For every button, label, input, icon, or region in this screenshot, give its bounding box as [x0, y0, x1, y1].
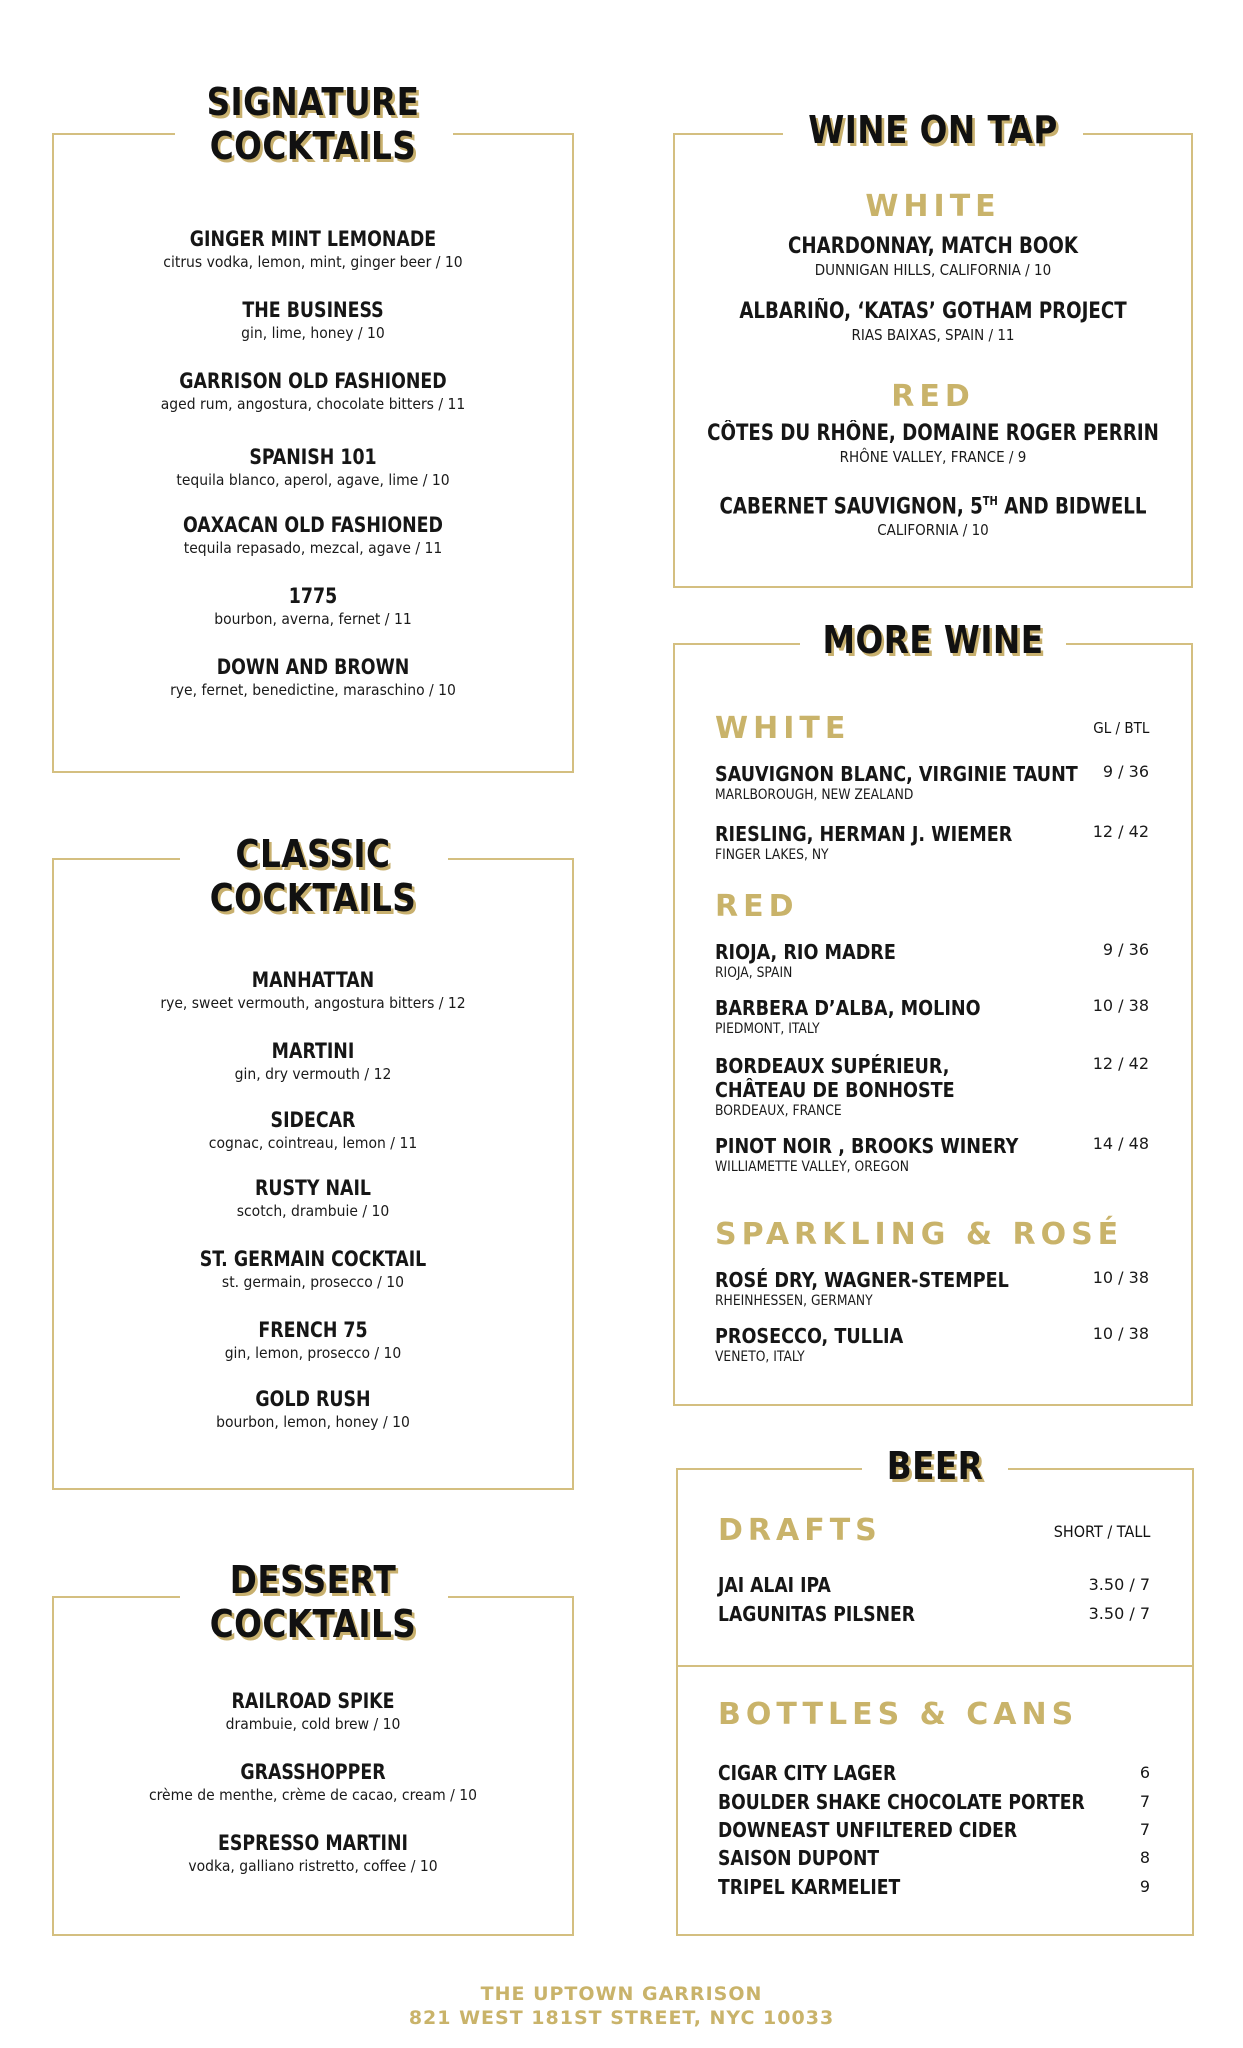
sparkling-heading: SPARKLING & ROSÉ: [715, 1217, 1124, 1252]
item-desc: gin, lime, honey / 10: [241, 324, 385, 342]
classic-title-line1: CLASSIC: [235, 832, 391, 876]
dessert-title-line1: DESSERT: [229, 1558, 397, 1602]
signature-title-line2: COCKTAILS: [209, 124, 417, 168]
list-item: [52, 1175, 574, 1221]
tap-red-heading: RED: [891, 379, 975, 414]
more-white-heading: WHITE: [715, 711, 851, 746]
wine-name-line2: CHÂTEAU DE BONHOSTE: [715, 1078, 955, 1102]
item-desc: tequila repasado, mezcal, agave / 11: [183, 539, 443, 557]
beer-row: [718, 1788, 1150, 1816]
signature-cocktails-title: [89, 80, 538, 168]
beer-row: [718, 1600, 1150, 1628]
beer-row: [718, 1571, 1150, 1599]
wine-region: RIOJA, SPAIN: [715, 965, 793, 981]
beer-price: 3.50 / 7: [1088, 1575, 1150, 1594]
list-item: [52, 1386, 574, 1432]
item-name: ST. GERMAIN COCKTAIL: [199, 1247, 427, 1271]
signature-title-line1: SIGNATURE: [206, 80, 420, 124]
wine-price: 12 / 42: [1092, 822, 1149, 841]
item-desc: RIAS BAIXAS, SPAIN / 11: [851, 326, 1015, 344]
item-name: RAILROAD SPIKE: [231, 1689, 395, 1713]
wine-region: WILLIAMETTE VALLEY, OREGON: [715, 1159, 909, 1175]
item-desc: st. germain, prosecco / 10: [221, 1273, 405, 1291]
wine-price: 12 / 42: [1092, 1054, 1149, 1073]
list-item: [52, 1317, 574, 1363]
item-desc: rye, fernet, benedictine, maraschino / 10: [170, 681, 456, 699]
item-desc: tequila blanco, aperol, agave, lime / 10: [176, 471, 450, 489]
beer-price: 8: [1139, 1848, 1150, 1867]
item-name: SIDECAR: [270, 1108, 356, 1132]
item-name: SPANISH 101: [249, 445, 377, 469]
beer-name: BOULDER SHAKE CHOCOLATE PORTER: [718, 1790, 1085, 1814]
wine-region: BORDEAUX, FRANCE: [715, 1103, 842, 1119]
item-name: MARTINI: [271, 1039, 355, 1063]
beer-name: DOWNEAST UNFILTERED CIDER: [718, 1818, 1018, 1842]
item-desc: crème de menthe, crème de cacao, cream / 10: [148, 1786, 478, 1804]
item-name: GARRISON OLD FASHIONED: [179, 369, 447, 393]
classic-title-line2: COCKTAILS: [209, 876, 417, 920]
more-wine-title: MORE WINE: [822, 618, 1044, 662]
list-item: [52, 1038, 574, 1084]
item-desc: gin, dry vermouth / 12: [234, 1065, 392, 1083]
classic-cocktails-title: [89, 832, 538, 920]
list-item: [52, 1107, 574, 1153]
wine-name: PROSECCO, TULLIA: [715, 1324, 904, 1348]
wine-name-rest: AND BIDWELL: [997, 494, 1147, 520]
list-item: [52, 1759, 574, 1805]
beer-price: 7: [1139, 1820, 1150, 1839]
drafts-header: SHORT / TALL: [1053, 1522, 1150, 1541]
item-name: RUSTY NAIL: [254, 1176, 372, 1200]
item-desc: CALIFORNIA / 10: [877, 521, 989, 540]
wine-on-tap-title: WINE ON TAP: [808, 108, 1058, 152]
wine-price: 10 / 38: [1092, 996, 1149, 1015]
beer-row: [718, 1816, 1150, 1844]
item-desc: gin, lemon, prosecco / 10: [224, 1344, 402, 1362]
wine-price: 10 / 38: [1092, 1268, 1149, 1287]
wine-name-part: CABERNET SAUVIGNON, 5: [719, 494, 983, 520]
item-name: GOLD RUSH: [255, 1387, 371, 1411]
beer-row: [718, 1759, 1150, 1787]
wine-name-sup: TH: [982, 494, 998, 508]
item-desc: cognac, cointreau, lemon / 11: [208, 1134, 418, 1152]
list-item: [52, 512, 574, 558]
drafts-heading: DRAFTS: [718, 1513, 882, 1548]
item-name: GINGER MINT LEMONADE: [189, 227, 437, 251]
item-desc: bourbon, averna, fernet / 11: [214, 610, 412, 628]
item-name: THE BUSINESS: [242, 298, 384, 322]
beer-price: 6: [1139, 1763, 1150, 1782]
beer-name: LAGUNITAS PILSNER: [718, 1602, 915, 1626]
item-name: MANHATTAN: [251, 968, 375, 992]
footer-venue: THE UPTOWN GARRISON: [480, 1983, 763, 2005]
wine-name: RIESLING, HERMAN J. WIEMER: [715, 822, 1013, 846]
beer-name: JAI ALAI IPA: [718, 1573, 831, 1597]
beer-price: 7: [1139, 1792, 1150, 1811]
beer-name: TRIPEL KARMELIET: [718, 1875, 901, 1899]
item-desc: citrus vodka, lemon, mint, ginger beer / 10: [163, 253, 463, 271]
list-item: [52, 368, 574, 414]
item-desc: rye, sweet vermouth, angostura bitters / 12: [160, 994, 466, 1012]
beer-name: SAISON DUPONT: [718, 1846, 880, 1870]
item-desc: drambuie, cold brew / 10: [225, 1715, 401, 1733]
item-desc: aged rum, angostura, chocolate bitters / 11: [160, 395, 466, 413]
list-item: [52, 226, 574, 272]
wine-price: 9 / 36: [1102, 940, 1149, 959]
beer-price: 9: [1139, 1877, 1150, 1896]
wine-name: PINOT NOIR , BROOKS WINERY: [715, 1134, 1019, 1158]
tap-white-heading: WHITE: [865, 189, 1001, 224]
dessert-cocktails-title: [89, 1558, 538, 1646]
wine-name: SAUVIGNON BLANC, VIRGINIE TAUNT: [715, 762, 1078, 786]
bottles-heading: BOTTLES & CANS: [718, 1697, 1079, 1732]
item-name: CHARDONNAY, MATCH BOOK: [787, 234, 1078, 259]
wine-name: BARBERA D’ALBA, MOLINO: [715, 996, 981, 1020]
wine-name: BORDEAUX SUPÉRIEUR,: [715, 1054, 950, 1078]
wine-region: FINGER LAKES, NY: [715, 847, 829, 863]
beer-row: [718, 1873, 1150, 1901]
list-item: [52, 1246, 574, 1292]
list-item: [52, 654, 574, 700]
wine-price: 9 / 36: [1102, 762, 1149, 781]
item-desc: RHÔNE VALLEY, FRANCE / 9: [839, 448, 1027, 466]
item-name: FRENCH 75: [258, 1318, 368, 1342]
beer-title: BEER: [886, 1444, 984, 1488]
wine-price: 14 / 48: [1092, 1134, 1149, 1153]
list-item: [52, 444, 574, 490]
item-desc: scotch, drambuie / 10: [236, 1202, 390, 1220]
dessert-title-line2: COCKTAILS: [209, 1602, 417, 1646]
item-desc: bourbon, lemon, honey / 10: [216, 1413, 410, 1431]
list-item: [52, 297, 574, 343]
wine-region: MARLBOROUGH, NEW ZEALAND: [715, 787, 914, 803]
wine-name: ROSÉ DRY, WAGNER-STEMPEL: [715, 1268, 1009, 1292]
more-red-heading: RED: [715, 889, 799, 924]
price-header: GL / BTL: [1092, 719, 1149, 737]
item-name: ALBARIÑO, ‘KATAS’ GOTHAM PROJECT: [739, 299, 1127, 324]
list-item: [52, 967, 574, 1013]
list-item: [52, 1830, 574, 1876]
list-item: [52, 583, 574, 629]
wine-name: RIOJA, RIO MADRE: [715, 940, 896, 964]
beer-row: [718, 1844, 1150, 1872]
item-name: OAXACAN OLD FASHIONED: [183, 513, 443, 537]
beer-content: [676, 0, 1194, 1936]
item-name: CÔTES DU RHÔNE, DOMAINE ROGER PERRIN: [707, 421, 1159, 446]
footer: [0, 1982, 1243, 2030]
wine-price: 10 / 38: [1092, 1324, 1149, 1343]
item-name: 1775: [288, 584, 338, 608]
item-desc: vodka, galliano ristretto, coffee / 10: [188, 1857, 438, 1875]
list-item: [52, 1688, 574, 1734]
beer-name: CIGAR CITY LAGER: [718, 1761, 897, 1785]
item-desc: DUNNIGAN HILLS, CALIFORNIA / 10: [814, 261, 1052, 279]
item-name: DOWN AND BROWN: [216, 655, 410, 679]
wine-region: PIEDMONT, ITALY: [715, 1021, 820, 1037]
item-name: ESPRESSO MARTINI: [217, 1831, 408, 1855]
wine-region: RHEINHESSEN, GERMANY: [715, 1293, 873, 1309]
wine-region: VENETO, ITALY: [715, 1349, 805, 1365]
beer-price: 3.50 / 7: [1088, 1604, 1150, 1623]
footer-address: 821 WEST 181ST STREET, NYC 10033: [408, 2007, 835, 2029]
item-name: GRASSHOPPER: [240, 1760, 386, 1784]
